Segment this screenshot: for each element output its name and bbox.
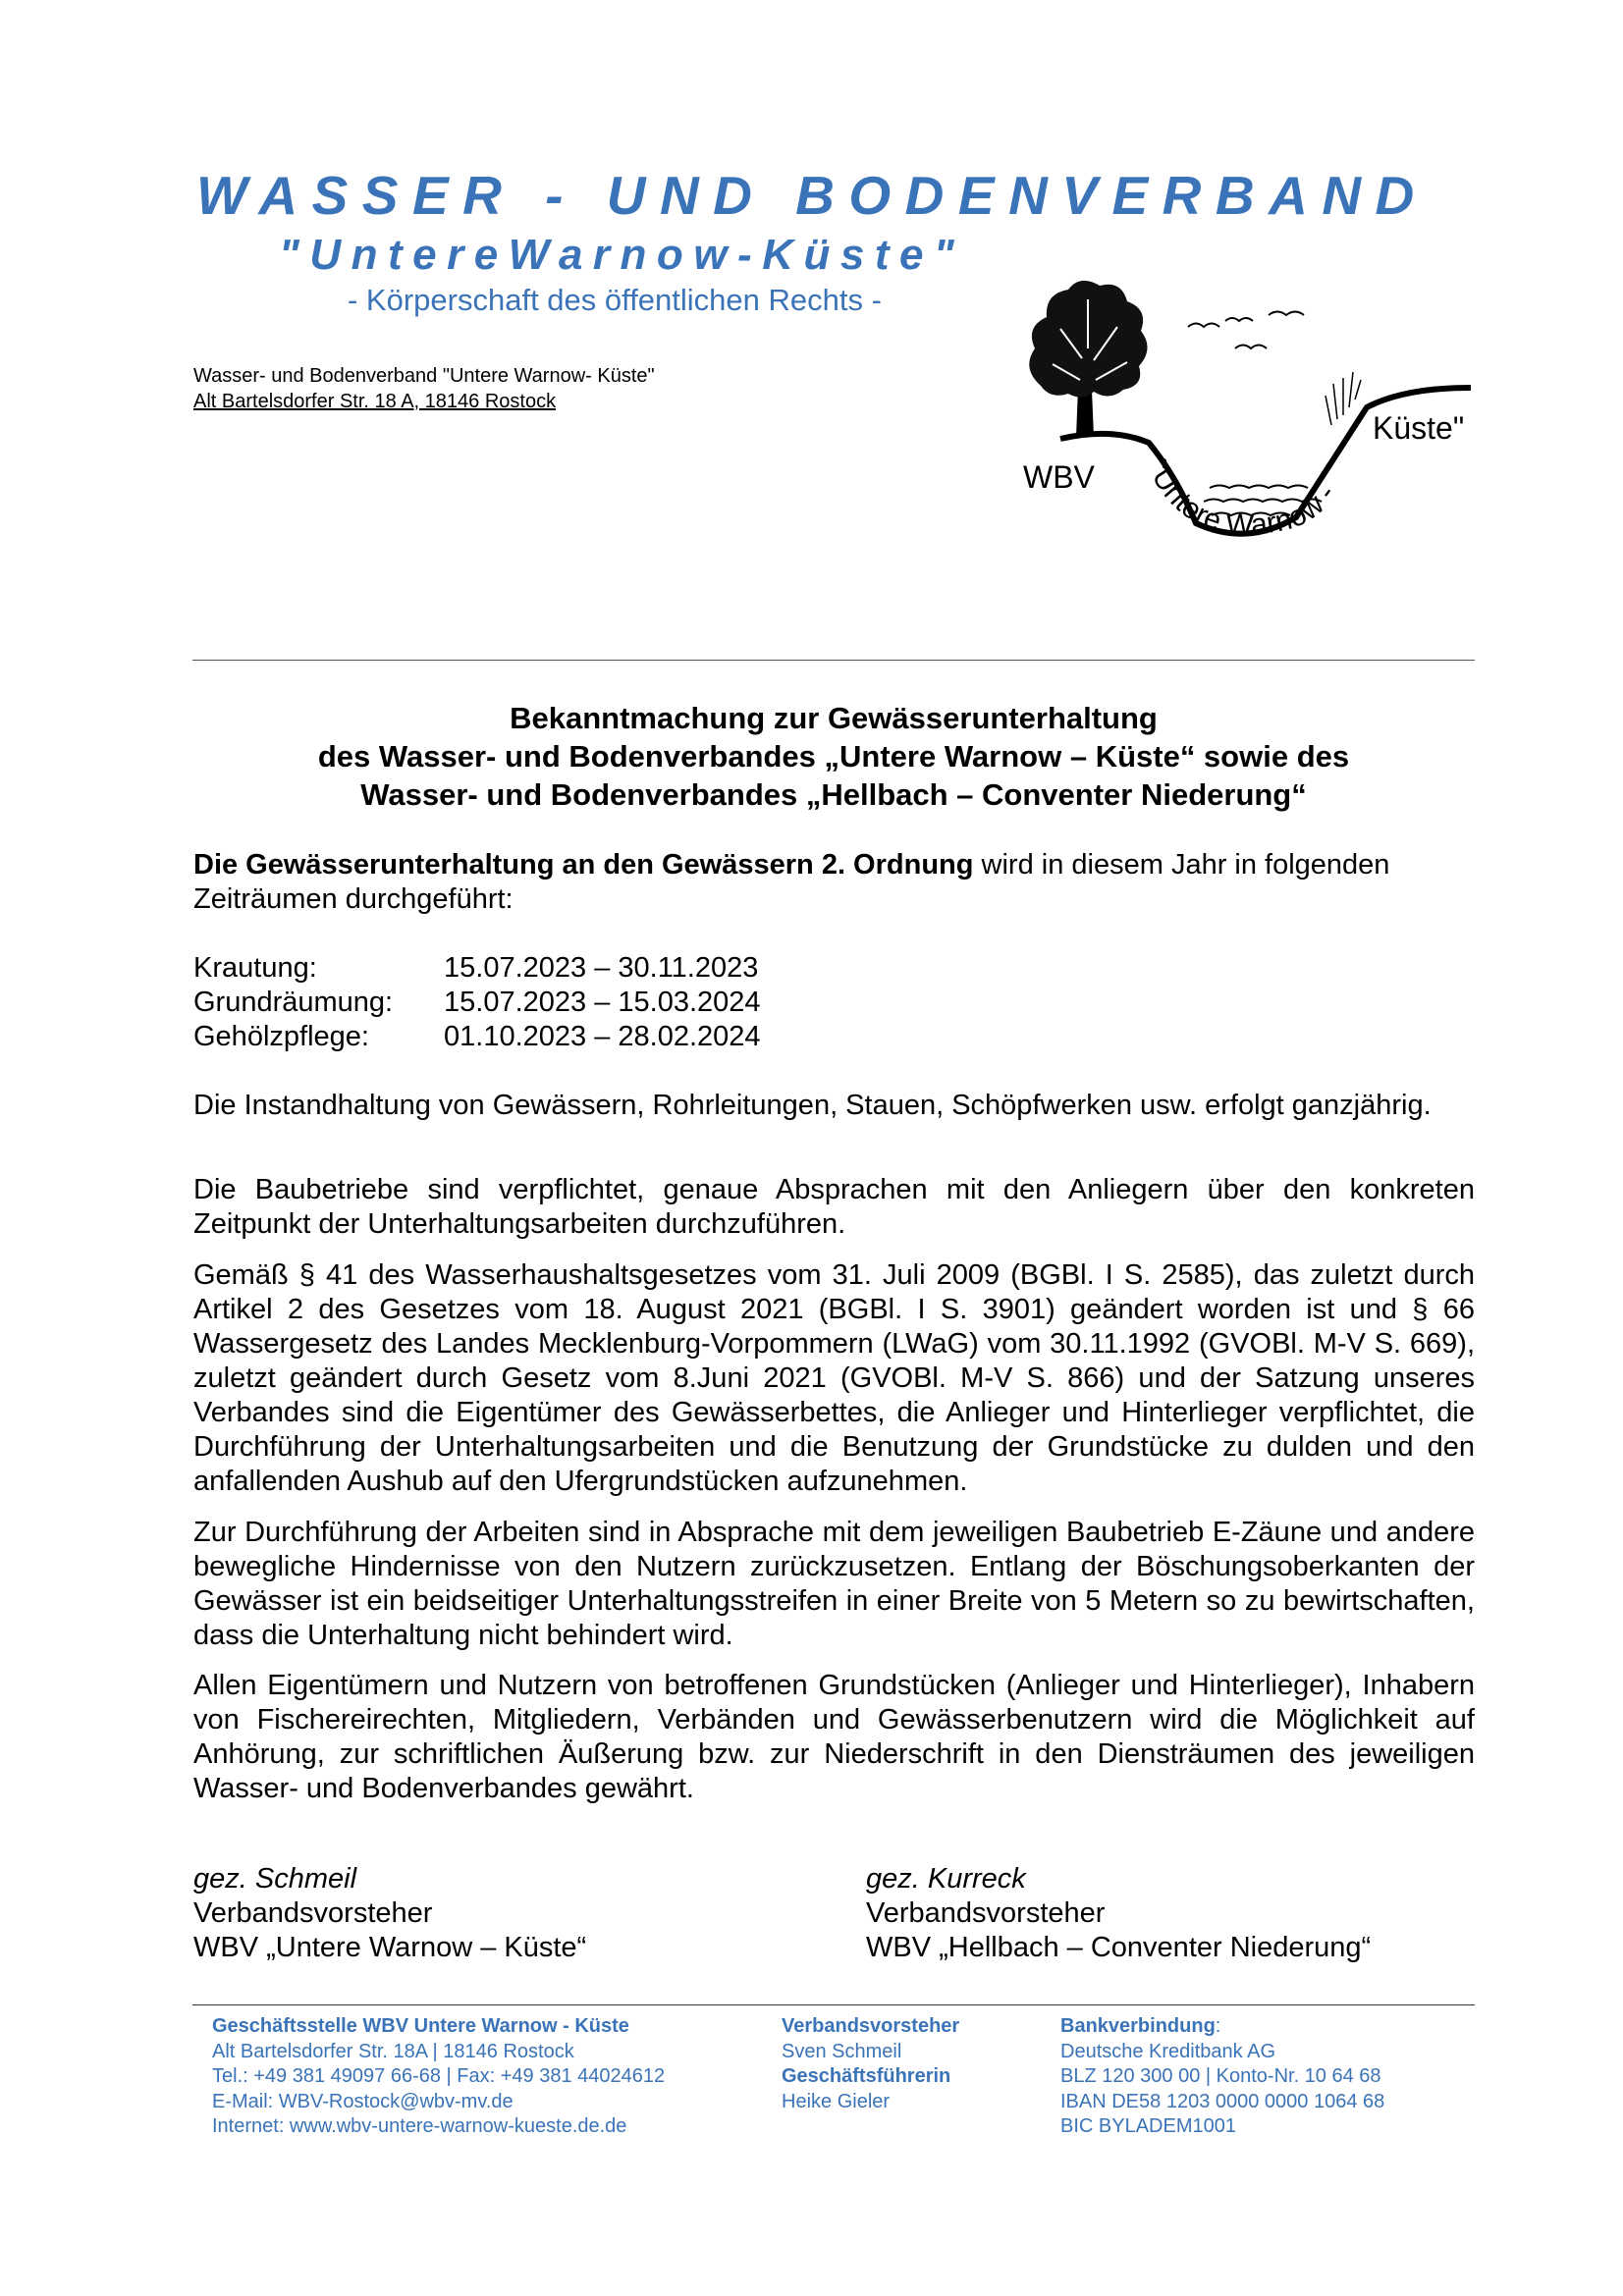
paragraph-legal-basis: Gemäß § 41 des Wasserhaushaltsgesetzes vom 31. Juli 2009 (BGBl. I S. 2585), das zuletzt durch Artikel 2 des Gesetzes vom 18. August 2021 (BGBl. I S. 3901) geändert worden ist und § 66 Wassergesetz des Landes Mecklenburg-Vorpommern (LWaG) vom 30.11.1992 (GVOBl. M-V S. 669), zuletzt geändert durch Gesetz vom 8.Juni 2021 (GVOBl. M-V S. 866) und der Satzung unseres Verbandes sind die Eigentümer des Gewässerbettes, die Anlieger und Hinterlieger verpflichtet, die Durchführung der Unterhaltungsarbeiten und die Benutzung der Grundstücke zu dulden und den anfallenden Aushub auf den Ufergrundstücken aufzunehmen.: [193, 1259, 1475, 1497]
reeds-icon: [1325, 372, 1361, 425]
org-name: WASSER - UND BODENVERBAND: [196, 165, 1429, 226]
period-label: Gehölzpflege:: [193, 1021, 369, 1052]
footer-bank-iban: IBAN DE58 1203 0000 0000 1064 68: [1060, 2090, 1385, 2112]
birds-icon: [1188, 312, 1304, 349]
footer-chair-heading: Verbandsvorsteher: [782, 2015, 960, 2037]
period-range: 15.07.2023 – 30.11.2023: [444, 952, 759, 984]
period-list: [193, 951, 761, 1054]
header-divider: [192, 660, 1475, 661]
footer-bank-heading-row: [1060, 2014, 1384, 2040]
sender-line1: Wasser- und Bodenverband "Untere Warnow- Küste": [193, 365, 655, 387]
period-row: [193, 986, 761, 1020]
intro-paragraph: [193, 848, 1475, 917]
paragraph-contractors: Die Baubetriebe sind verpflichtet, genaue Absprachen mit den Anliegern über den konkreten Zeitpunkt der Unterhaltungsarbeiten durchzuführen.: [193, 1174, 1475, 1240]
signature-org: WBV „Untere Warnow – Küste“: [193, 1932, 587, 1963]
title-line-2: des Wasser- und Bodenverbandes „Untere Warnow – Küste“ sowie des: [317, 739, 1350, 774]
footer-people: [782, 2014, 959, 2114]
period-label: Krautung:: [193, 952, 317, 984]
wbv-logo: [1001, 270, 1478, 564]
footer-chair-name: Sven Schmeil: [782, 2040, 902, 2062]
footer-bank-blz: BLZ 120 300 00 | Konto-Nr. 10 64 68: [1060, 2065, 1381, 2087]
signature-org: WBV „Hellbach – Conventer Niederung“: [866, 1932, 1372, 1963]
org-subname: "UntereWarnow-Küste": [279, 231, 965, 279]
logo-arc-text: [1141, 455, 1342, 542]
footer-office: [212, 2014, 665, 2140]
paragraph-maintenance: Die Instandhaltung von Gewässern, Rohrleitungen, Stauen, Schöpfwerken usw. erfolgt ganzjährig.: [193, 1090, 1432, 1121]
title-line-1: Bekanntmachung zur Gewässerunterhaltung: [510, 701, 1158, 735]
intro-rest: wird in diesem Jahr in folgenden Zeiträumen durchgeführt:: [193, 849, 1390, 915]
signature-name: gez. Kurreck: [866, 1863, 1026, 1895]
signature-right: [866, 1862, 1371, 1965]
period-row: [193, 1020, 761, 1054]
paragraph-hearing: Allen Eigentümern und Nutzern von betroffenen Grundstücken (Anlieger und Hinterlieger), Inhabern von Fischereirechten, Mitgliedern, Verbänden und Gewässerbenutzern wird die Möglichkeit auf Anhörung, zur schriftlichen Äußerung bzw. zur Niederschrift in den Diensträumen des jeweiligen Wasser- und Bodenverbandes gewährt.: [193, 1670, 1475, 1804]
footer-bank: [1060, 2014, 1384, 2140]
sender-address: Alt Bartelsdorfer Str. 18 A, 18146 Rostock: [193, 391, 557, 412]
notice-title: [192, 699, 1475, 814]
signature-left: [193, 1862, 586, 1965]
footer-office-phone: Tel.: +49 381 49097 66-68 | Fax: +49 381 44024612: [212, 2065, 666, 2087]
logo-arc-textpath: "Untere Warnow -: [1140, 454, 1343, 542]
footer-office-heading: Geschäftsstelle WBV Untere Warnow - Küste: [212, 2015, 629, 2037]
period-label: Grundräumung:: [193, 987, 394, 1018]
org-type: - Körperschaft des öffentlichen Rechts -: [348, 283, 882, 317]
title-line-3: Wasser- und Bodenverbandes „Hellbach – Conventer Niederung“: [360, 777, 1307, 812]
footer-manager-name: Heike Gieler: [782, 2090, 891, 2112]
signature-role: Verbandsvorsteher: [193, 1897, 433, 1929]
logo-kueste-text: Küste": [1373, 410, 1465, 446]
sender-block: [193, 363, 655, 414]
footer-bank-heading: Bankverbindung: [1060, 2015, 1216, 2037]
paragraph-obstacles: Zur Durchführung der Arbeiten sind in Absprache mit dem jeweiligen Baubetrieb E-Zäune und andere bewegliche Hindernisse von den Nutzern zurückzusetzen. Entlang der Böschungsoberkanten der Gewässer ist ein beidseitiger Unterhaltungsstreifen in einer Breite von 5 Metern so zu bewirtschaften, dass die Unterhaltung nicht behindert wird.: [193, 1517, 1475, 1651]
footer-bank-name: Deutsche Kreditbank AG: [1060, 2040, 1276, 2062]
period-row: [193, 951, 761, 986]
footer-bank-heading-suffix: :: [1215, 2015, 1221, 2037]
footer-manager-heading: Geschäftsführerin: [782, 2065, 951, 2087]
tree-icon: [1029, 281, 1147, 437]
footer-office-email: E-Mail: WBV-Rostock@wbv-mv.de: [212, 2090, 514, 2112]
intro-bold: Die Gewässerunterhaltung an den Gewässern 2. Ordnung: [193, 849, 974, 881]
footer-divider: [192, 2004, 1475, 2005]
footer-office-web: Internet: www.wbv-untere-warnow-kueste.de.de: [212, 2115, 627, 2137]
period-range: 15.07.2023 – 15.03.2024: [444, 987, 761, 1018]
logo-wbv-text: WBV: [1023, 459, 1095, 495]
signature-role: Verbandsvorsteher: [866, 1897, 1106, 1929]
signature-name: gez. Schmeil: [193, 1863, 357, 1895]
period-range: 01.10.2023 – 28.02.2024: [444, 1021, 761, 1052]
footer-office-address: Alt Bartelsdorfer Str. 18A | 18146 Rostock: [212, 2040, 574, 2062]
footer-bank-bic: BIC BYLADEM1001: [1060, 2115, 1236, 2137]
